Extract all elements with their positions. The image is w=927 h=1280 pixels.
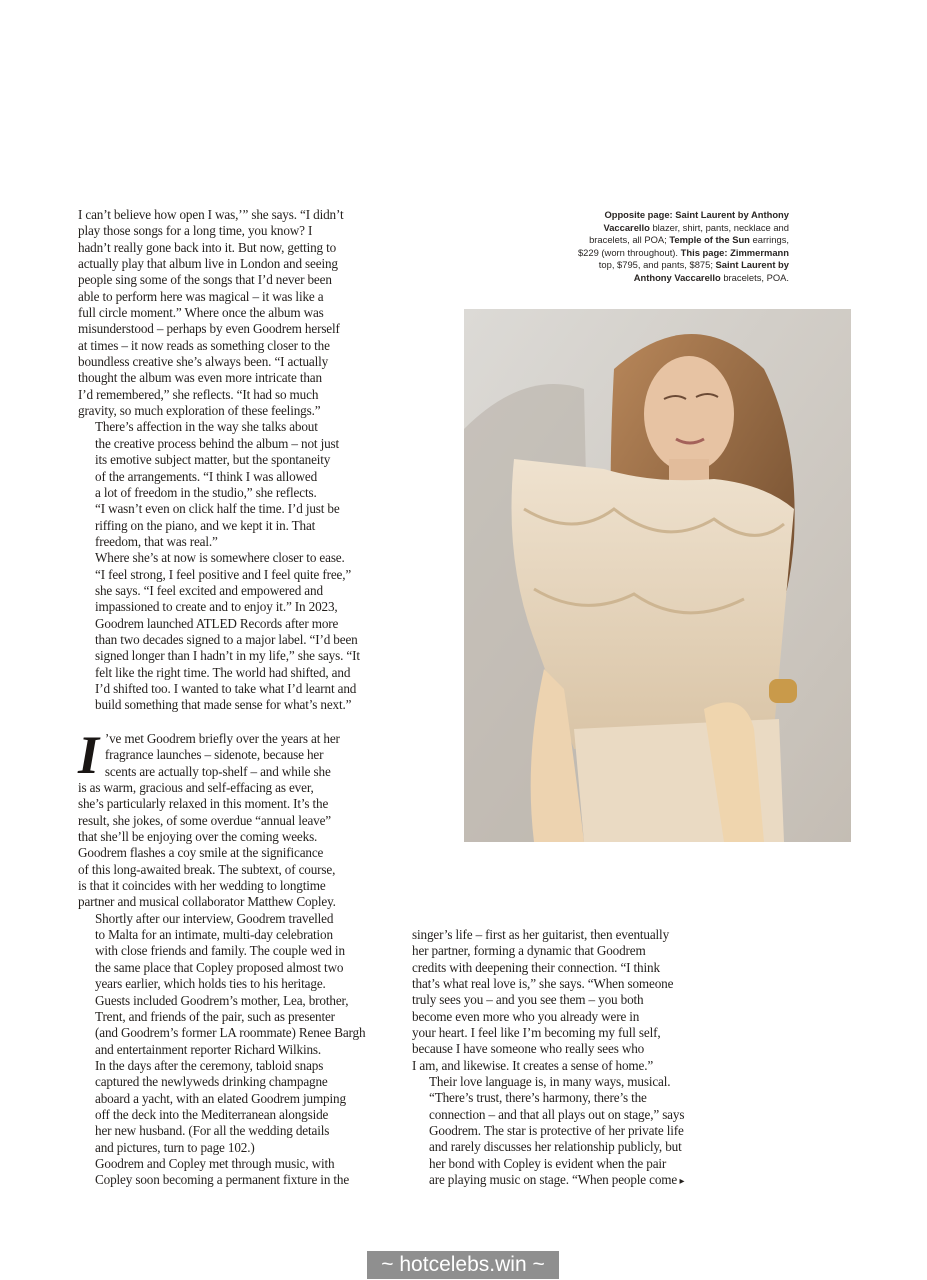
text-line: There’s affection in the way she talks about: [95, 419, 318, 435]
text-line: Copley soon becoming a permanent fixture in the: [95, 1172, 350, 1188]
text-line: the creative process behind the album – not just: [95, 435, 340, 451]
article-column-left-bottom: [78, 725, 390, 1189]
text-line: is as warm, gracious and self-effacing as ever,: [78, 780, 314, 796]
text-line: impassioned to create and to enjoy it.” In 2023,: [95, 599, 338, 615]
text-line: connection – and that all plays out on stage,” says: [429, 1106, 685, 1122]
text-line: that she’ll be enjoying over the coming weeks.: [78, 829, 318, 845]
text-line: your heart. I feel like I’m becoming my full self,: [412, 1025, 661, 1041]
text-line: boundless creative she’s always been. “I actually: [78, 354, 329, 370]
text-line: its emotive subject matter, but the spontaneity: [95, 452, 331, 468]
text-line: aboard a yacht, with an elated Goodrem jumping: [95, 1090, 346, 1106]
text-line: years earlier, which holds ties to his heritage.: [95, 976, 326, 992]
text-line: because I have someone who really sees who: [412, 1041, 645, 1057]
photo-caption: Opposite page: Saint Laurent by Anthony Vaccarello blazer, shirt, pants, necklace and bracelets, all POA; Temple of the Sun earrings, $229 (worn throughout). This page: Zimmermann top, $795, and pants, $875; Saint Laurent by Anthony Vaccarello bracelets, POA.: [577, 209, 789, 283]
text-line: the same place that Copley proposed almost two: [95, 959, 344, 975]
text-line: freedom, that was real.”: [95, 533, 218, 549]
text-line: “I wasn’t even on click half the time. I’d just be: [95, 501, 340, 517]
text-line: hadn’t really gone back into it. But now, getting to: [78, 239, 337, 255]
text-line: gravity, so much exploration of these feelings.”: [78, 403, 321, 419]
text-line: ’ve met Goodrem briefly over the years at her: [104, 731, 340, 746]
text-line: she’s particularly relaxed in this moment. It’s the: [78, 796, 329, 812]
portrait-photo: [464, 309, 851, 842]
text-line: are playing music on stage. “When people come ▸: [429, 1172, 685, 1188]
text-line: able to perform here was magical – it was like a: [78, 288, 324, 304]
paragraph: [78, 780, 390, 911]
paragraph: [412, 1074, 717, 1190]
text-line: felt like the right time. The world had shifted, and: [95, 664, 351, 680]
paragraph: [412, 927, 717, 1074]
text-line: than two decades signed to a major label. “I’d been: [95, 631, 358, 647]
text-line: her bond with Copley is evident when the pair: [429, 1155, 667, 1171]
article-column-middle: [412, 927, 717, 1191]
text-line: “I feel strong, I feel positive and I feel quite free,”: [95, 566, 352, 582]
paragraph: [78, 207, 390, 419]
text-line: fragrance launches – sidenote, because her: [104, 747, 324, 763]
text-line: I’d shifted too. I wanted to take what I’d learnt and: [95, 680, 357, 696]
drop-cap: I: [78, 725, 99, 785]
text-line: In the days after the ceremony, tabloid snaps: [95, 1057, 324, 1073]
text-line: play those songs for a long time, you know? I: [78, 223, 313, 239]
article-column-left-top: [78, 207, 390, 714]
paragraph-with-dropcap: [78, 725, 390, 785]
text-line: Their love language is, in many ways, musical.: [429, 1074, 671, 1090]
text-line: of the arrangements. “I think I was allowed: [95, 468, 318, 484]
text-line: Where she’s at now is somewhere closer to ease.: [95, 550, 345, 566]
text-line: thought the album was even more intricate than: [78, 370, 322, 386]
text-line: I can’t believe how open I was,’” she says. “I didn’t: [78, 207, 344, 222]
text-line: riffing on the piano, and we kept it in. That: [95, 517, 316, 533]
text-line: people sing some of the songs that I’d never been: [78, 272, 332, 288]
text-line: off the deck into the Mediterranean alongside: [95, 1106, 329, 1122]
text-line: her partner, forming a dynamic that Goodrem: [412, 943, 646, 959]
text-line: Goodrem launched ATLED Records after more: [95, 615, 339, 631]
text-line: scents are actually top-shelf – and while she: [104, 763, 331, 779]
text-line: misunderstood – perhaps by even Goodrem herself: [78, 321, 340, 337]
text-line: Shortly after our interview, Goodrem travelled: [95, 910, 334, 926]
text-line: captured the newlyweds drinking champagne: [95, 1074, 328, 1090]
paragraph: [78, 911, 390, 1156]
text-line: build something that made sense for what’s next.”: [95, 697, 352, 713]
text-line: that’s what real love is,” she says. “When someone: [412, 976, 674, 992]
text-line: she says. “I feel excited and empowered and: [95, 582, 323, 598]
text-line: and entertainment reporter Richard Wilkins.: [95, 1041, 322, 1057]
text-line: truly sees you – and you see them – you both: [412, 992, 644, 1008]
text-line: singer’s life – first as her guitarist, then eventually: [412, 927, 670, 942]
portrait-illustration: [464, 309, 851, 842]
text-line: a lot of freedom in the studio,” she reflects.: [95, 484, 317, 500]
text-line: signed longer than I hadn’t in my life,” she says. “It: [95, 648, 360, 664]
text-line: partner and musical collaborator Matthew Copley.: [78, 894, 336, 910]
text-line: (and Goodrem’s former LA roommate) Renee Bargh: [95, 1025, 366, 1041]
text-line: Goodrem and Copley met through music, with: [95, 1155, 335, 1171]
text-line: “There’s trust, there’s harmony, there’s the: [429, 1090, 647, 1106]
text-line: result, she jokes, of some overdue “annual leave”: [78, 812, 332, 828]
text-line: is that it coincides with her wedding to longtime: [78, 878, 326, 894]
text-line: Trent, and friends of the pair, such as presenter: [95, 1008, 335, 1024]
text-line: her new husband. (For all the wedding details: [95, 1123, 330, 1139]
text-line: of this long-awaited break. The subtext, of course,: [78, 861, 336, 877]
paragraph: [78, 550, 390, 713]
text-line: credits with deepening their connection. “I think: [412, 959, 660, 975]
text-line: with close friends and family. The couple wed in: [95, 943, 345, 959]
text-line: actually play that album live in London and seeing: [78, 256, 338, 272]
text-line: full circle moment.” Where once the album was: [78, 305, 324, 321]
continue-arrow-icon: ▸: [677, 1176, 685, 1188]
text-line: and pictures, turn to page 102.): [95, 1139, 255, 1155]
text-line: and rarely discusses her relationship publicly, but: [429, 1139, 682, 1155]
paragraph: [78, 1156, 390, 1189]
text-line: Goodrem flashes a coy smile at the significance: [78, 845, 324, 861]
paragraph: [78, 419, 390, 550]
text-line: I am, and likewise. It creates a sense of home.”: [412, 1057, 654, 1073]
text-line: to Malta for an intimate, multi-day celebration: [95, 927, 333, 943]
text-line: Guests included Goodrem’s mother, Lea, brother,: [95, 992, 349, 1008]
text-line: I’d remembered,” she reflects. “It had so much: [78, 386, 319, 402]
text-line: at times – it now reads as something closer to the: [78, 337, 330, 353]
watermark: ~ hotcelebs.win ~: [367, 1251, 559, 1279]
text-line: become even more who you already were in: [412, 1008, 640, 1024]
text-line: Goodrem. The star is protective of her private life: [429, 1123, 684, 1139]
